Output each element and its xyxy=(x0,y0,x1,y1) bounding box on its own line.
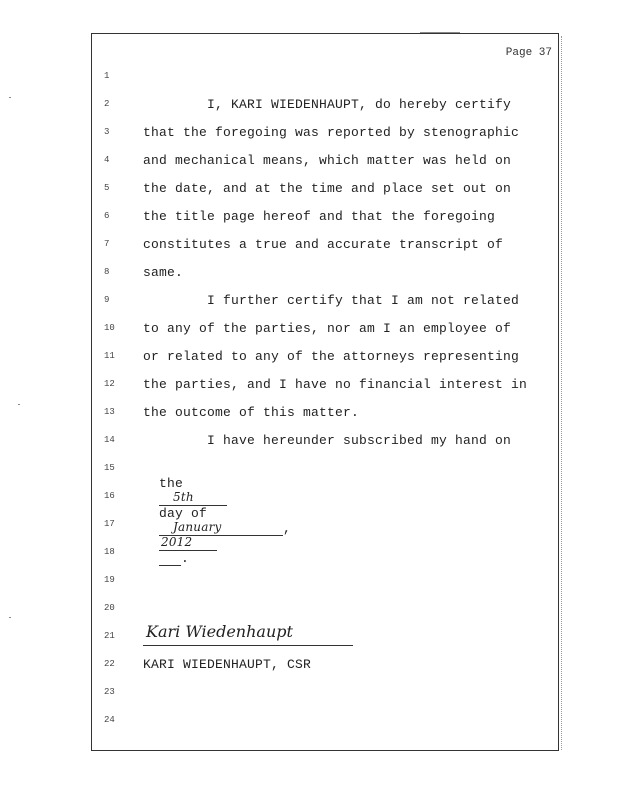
signature-line xyxy=(143,644,353,646)
line-number: 8 xyxy=(104,267,110,277)
transcript-line: the parties, and I have no financial interest in xyxy=(143,377,528,392)
line-number: 7 xyxy=(104,239,110,249)
line-number: 2 xyxy=(104,99,110,109)
line-number: 13 xyxy=(104,407,115,417)
month-blank xyxy=(159,521,283,536)
line-number: 19 xyxy=(104,575,115,585)
date-line-end: . xyxy=(181,551,190,566)
transcript-line: that the foregoing was reported by stenographic xyxy=(143,125,520,140)
transcript-line: to any of the parties, nor am I an employee of xyxy=(143,321,512,336)
line-number: 20 xyxy=(104,603,115,613)
date-line-prefix: the xyxy=(159,476,184,491)
trailing-blank xyxy=(159,551,181,566)
line-number: 23 xyxy=(104,687,115,697)
date-line-middle: day of xyxy=(159,506,208,521)
date-line-comma: , xyxy=(283,521,292,536)
handwritten-signature: Kari Wiedenhaupt xyxy=(146,622,293,641)
line-number: 22 xyxy=(104,659,115,669)
scan-speck xyxy=(9,97,11,98)
transcript-line: constitutes a true and accurate transcript of xyxy=(143,237,504,252)
transcript-line: and mechanical means, which matter was held on xyxy=(143,153,512,168)
line-number: 12 xyxy=(104,379,115,389)
transcript-line: the title page hereof and that the foregoing xyxy=(143,209,496,224)
line-number: 18 xyxy=(104,547,115,557)
transcript-line: the date, and at the time and place set out on xyxy=(143,181,512,196)
line-number: 4 xyxy=(104,155,110,165)
day-blank xyxy=(159,491,227,506)
line-number: 21 xyxy=(104,631,115,641)
page-number: Page 37 xyxy=(505,47,552,59)
line-number: 9 xyxy=(104,295,110,305)
line-number: 24 xyxy=(104,715,115,725)
line-number: 15 xyxy=(104,463,115,473)
line-number: 14 xyxy=(104,435,115,445)
handwritten-month: January xyxy=(173,520,222,534)
transcript-line: I further certify that I am not related xyxy=(143,293,520,308)
line-number: 10 xyxy=(104,323,115,333)
line-number: 11 xyxy=(104,351,115,361)
handwritten-day: 5th xyxy=(173,490,194,504)
signer-name: KARI WIEDENHAUPT, CSR xyxy=(143,657,312,672)
transcript-line: same. xyxy=(143,265,184,280)
transcript-line: I have hereunder subscribed my hand on xyxy=(143,433,512,448)
scan-speck xyxy=(420,32,460,33)
scan-speck xyxy=(18,404,20,405)
line-number: 16 xyxy=(104,491,115,501)
line-number: 17 xyxy=(104,519,115,529)
year-blank xyxy=(159,536,217,551)
transcript-line: the outcome of this matter. xyxy=(143,405,360,420)
date-line xyxy=(143,461,291,566)
line-number: 3 xyxy=(104,127,110,137)
scan-speck xyxy=(9,617,11,618)
handwritten-year: 2012 xyxy=(161,535,193,549)
line-number: 6 xyxy=(104,211,110,221)
transcript-line: I, KARI WIEDENHAUPT, do hereby certify xyxy=(143,97,512,112)
transcript-line: or related to any of the attorneys representing xyxy=(143,349,520,364)
line-number: 1 xyxy=(104,71,110,81)
line-number: 5 xyxy=(104,183,110,193)
